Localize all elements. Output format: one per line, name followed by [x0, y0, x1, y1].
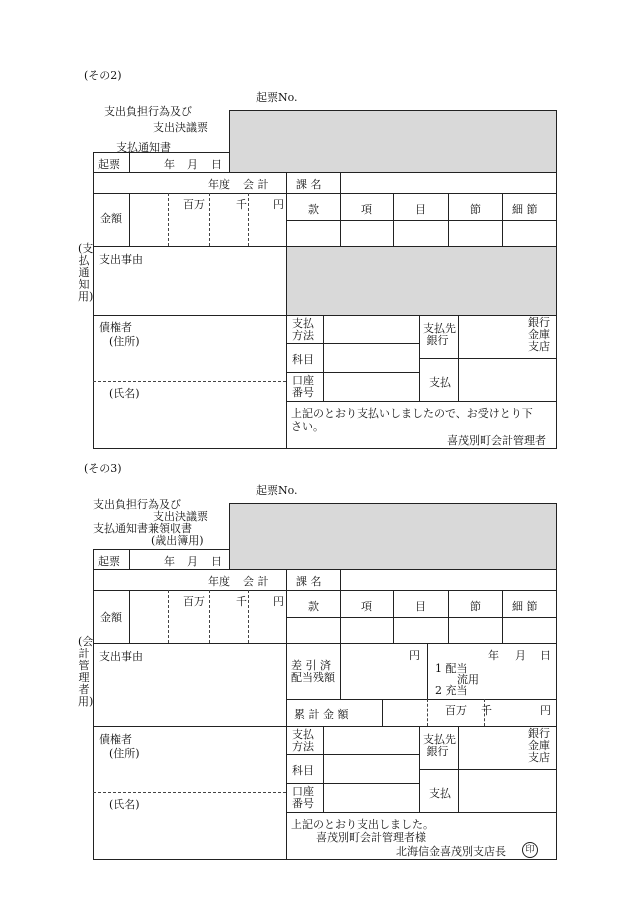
receipt-line-3: 北海信金喜茂別支店長 [396, 845, 506, 858]
ka-mei-label: 課 名 [296, 575, 322, 588]
allocation-2: 2 充当 [435, 684, 468, 697]
nendo-label: 年度 [208, 575, 230, 588]
shiharaisaki-ginko-label: 支払先 銀行 [423, 322, 456, 347]
koza-bango-label: 口座 番号 [292, 374, 314, 399]
header-kan: 款 [308, 203, 319, 216]
notice-line-1: 上記のとおり支払いしましたので、お受けとり下 [291, 407, 533, 420]
header-setsu: 節 [470, 203, 481, 216]
header-saisetsu: 細 節 [512, 203, 538, 216]
bank-type-list: 銀行 金庫 支店 [528, 727, 550, 764]
title-line-2: 支出決議票 [153, 510, 208, 523]
side-label-shiharai-tsuchi: (支払通知用) [78, 242, 94, 303]
shiharaisaki-ginko-label: 支払先 銀行 [423, 733, 456, 758]
shiharai-hoho-label: 支払 方法 [292, 728, 314, 753]
ruikei-kingaku-label: 累 計 金 額 [294, 708, 349, 721]
date-month: 月 [187, 158, 198, 171]
unit-yen: 円 [273, 595, 284, 608]
header-moku: 目 [415, 203, 426, 216]
kamoku-label: 科目 [292, 353, 314, 366]
jusho-label: (住所) [109, 335, 140, 348]
koza-bango-label: 口座 番号 [292, 785, 314, 810]
kihyo-label: 起票 [98, 158, 120, 171]
title-line-1: 支出負担行為及び [93, 498, 181, 511]
shishutsu-jiyu-label: 支出事由 [99, 253, 143, 266]
shiharai-label: 支払 [429, 787, 451, 800]
kihyo-number-label: 起票No. [256, 484, 298, 497]
sashihiki-label: 差 引 済 配当残額 [291, 659, 335, 684]
title-line-3: 支払通知書兼領収書 [93, 522, 192, 535]
kamoku-label: 科目 [292, 764, 314, 777]
kingaku-label: 金額 [100, 212, 122, 225]
title-line-1: 支出負担行為及び [104, 105, 192, 118]
kingaku-label: 金額 [100, 611, 122, 624]
seal-icon: 印 [522, 842, 538, 858]
notice-line-2: さい。 [291, 420, 324, 433]
header-moku: 目 [415, 600, 426, 613]
header-kou: 項 [361, 203, 372, 216]
form-3-heading: (その3) [84, 462, 122, 475]
ruikei-unit-million: 百万 [445, 704, 467, 717]
date-day: 日 [211, 158, 222, 171]
jusho-label: (住所) [109, 747, 140, 760]
shaded-header-border [229, 110, 557, 173]
ruikei-unit-thousand: 千 [481, 704, 492, 717]
unit-thousand: 千 [236, 595, 247, 608]
title-line-2: 支出決議票 [153, 121, 208, 134]
unit-million: 百万 [183, 595, 205, 608]
shaded-header-border [229, 503, 557, 570]
header-saisetsu: 細 節 [512, 600, 538, 613]
unit-thousand: 千 [236, 198, 247, 211]
signer-label: 喜茂別町会計管理者 [447, 434, 546, 447]
ruikei-unit-yen: 円 [540, 704, 551, 717]
allocation-1: 1 配当 [435, 662, 468, 675]
title-line-4: (歳出簿用) [151, 534, 204, 547]
header-kan: 款 [308, 600, 319, 613]
ka-mei-label: 課 名 [296, 178, 322, 191]
date-right-year: 年 [488, 649, 499, 662]
saikensha-label: 債権者 [99, 321, 132, 334]
kihyo-label: 起票 [98, 555, 120, 568]
receipt-line-1: 上記のとおり支出しました。 [291, 818, 434, 831]
date-month: 月 [187, 555, 198, 568]
yen-label: 円 [409, 649, 420, 662]
header-setsu: 節 [470, 600, 481, 613]
kihyo-number-label: 起票No. [256, 91, 298, 104]
saikensha-label: 債権者 [99, 733, 132, 746]
unit-million: 百万 [183, 198, 205, 211]
nendo-label: 年度 [208, 178, 230, 191]
date-year: 年 [164, 555, 175, 568]
form-2-heading: (その2) [84, 69, 122, 82]
kaikei-label: 会 計 [243, 575, 269, 588]
kaikei-label: 会 計 [243, 178, 269, 191]
unit-yen: 円 [273, 198, 284, 211]
shishutsu-jiyu-label: 支出事由 [99, 650, 143, 663]
shimei-label: (氏名) [109, 798, 140, 811]
bank-type-list: 銀行 金庫 支店 [528, 316, 550, 353]
date-right-month: 月 [515, 649, 526, 662]
shiharai-hoho-label: 支払 方法 [292, 317, 314, 342]
date-year: 年 [164, 158, 175, 171]
side-label-kaikei-kanrisha: (会計管理者用) [78, 635, 94, 708]
receipt-line-2: 喜茂別町会計管理者様 [316, 831, 426, 844]
title-line-3: 支払通知書 [116, 141, 171, 154]
date-right-day: 日 [540, 649, 551, 662]
shimei-label: (氏名) [109, 387, 140, 400]
date-day: 日 [211, 555, 222, 568]
allocation-ryuyo: 流用 [457, 673, 479, 686]
shiharai-label: 支払 [429, 376, 451, 389]
shaded-reason-area [287, 247, 556, 315]
header-kou: 項 [361, 600, 372, 613]
